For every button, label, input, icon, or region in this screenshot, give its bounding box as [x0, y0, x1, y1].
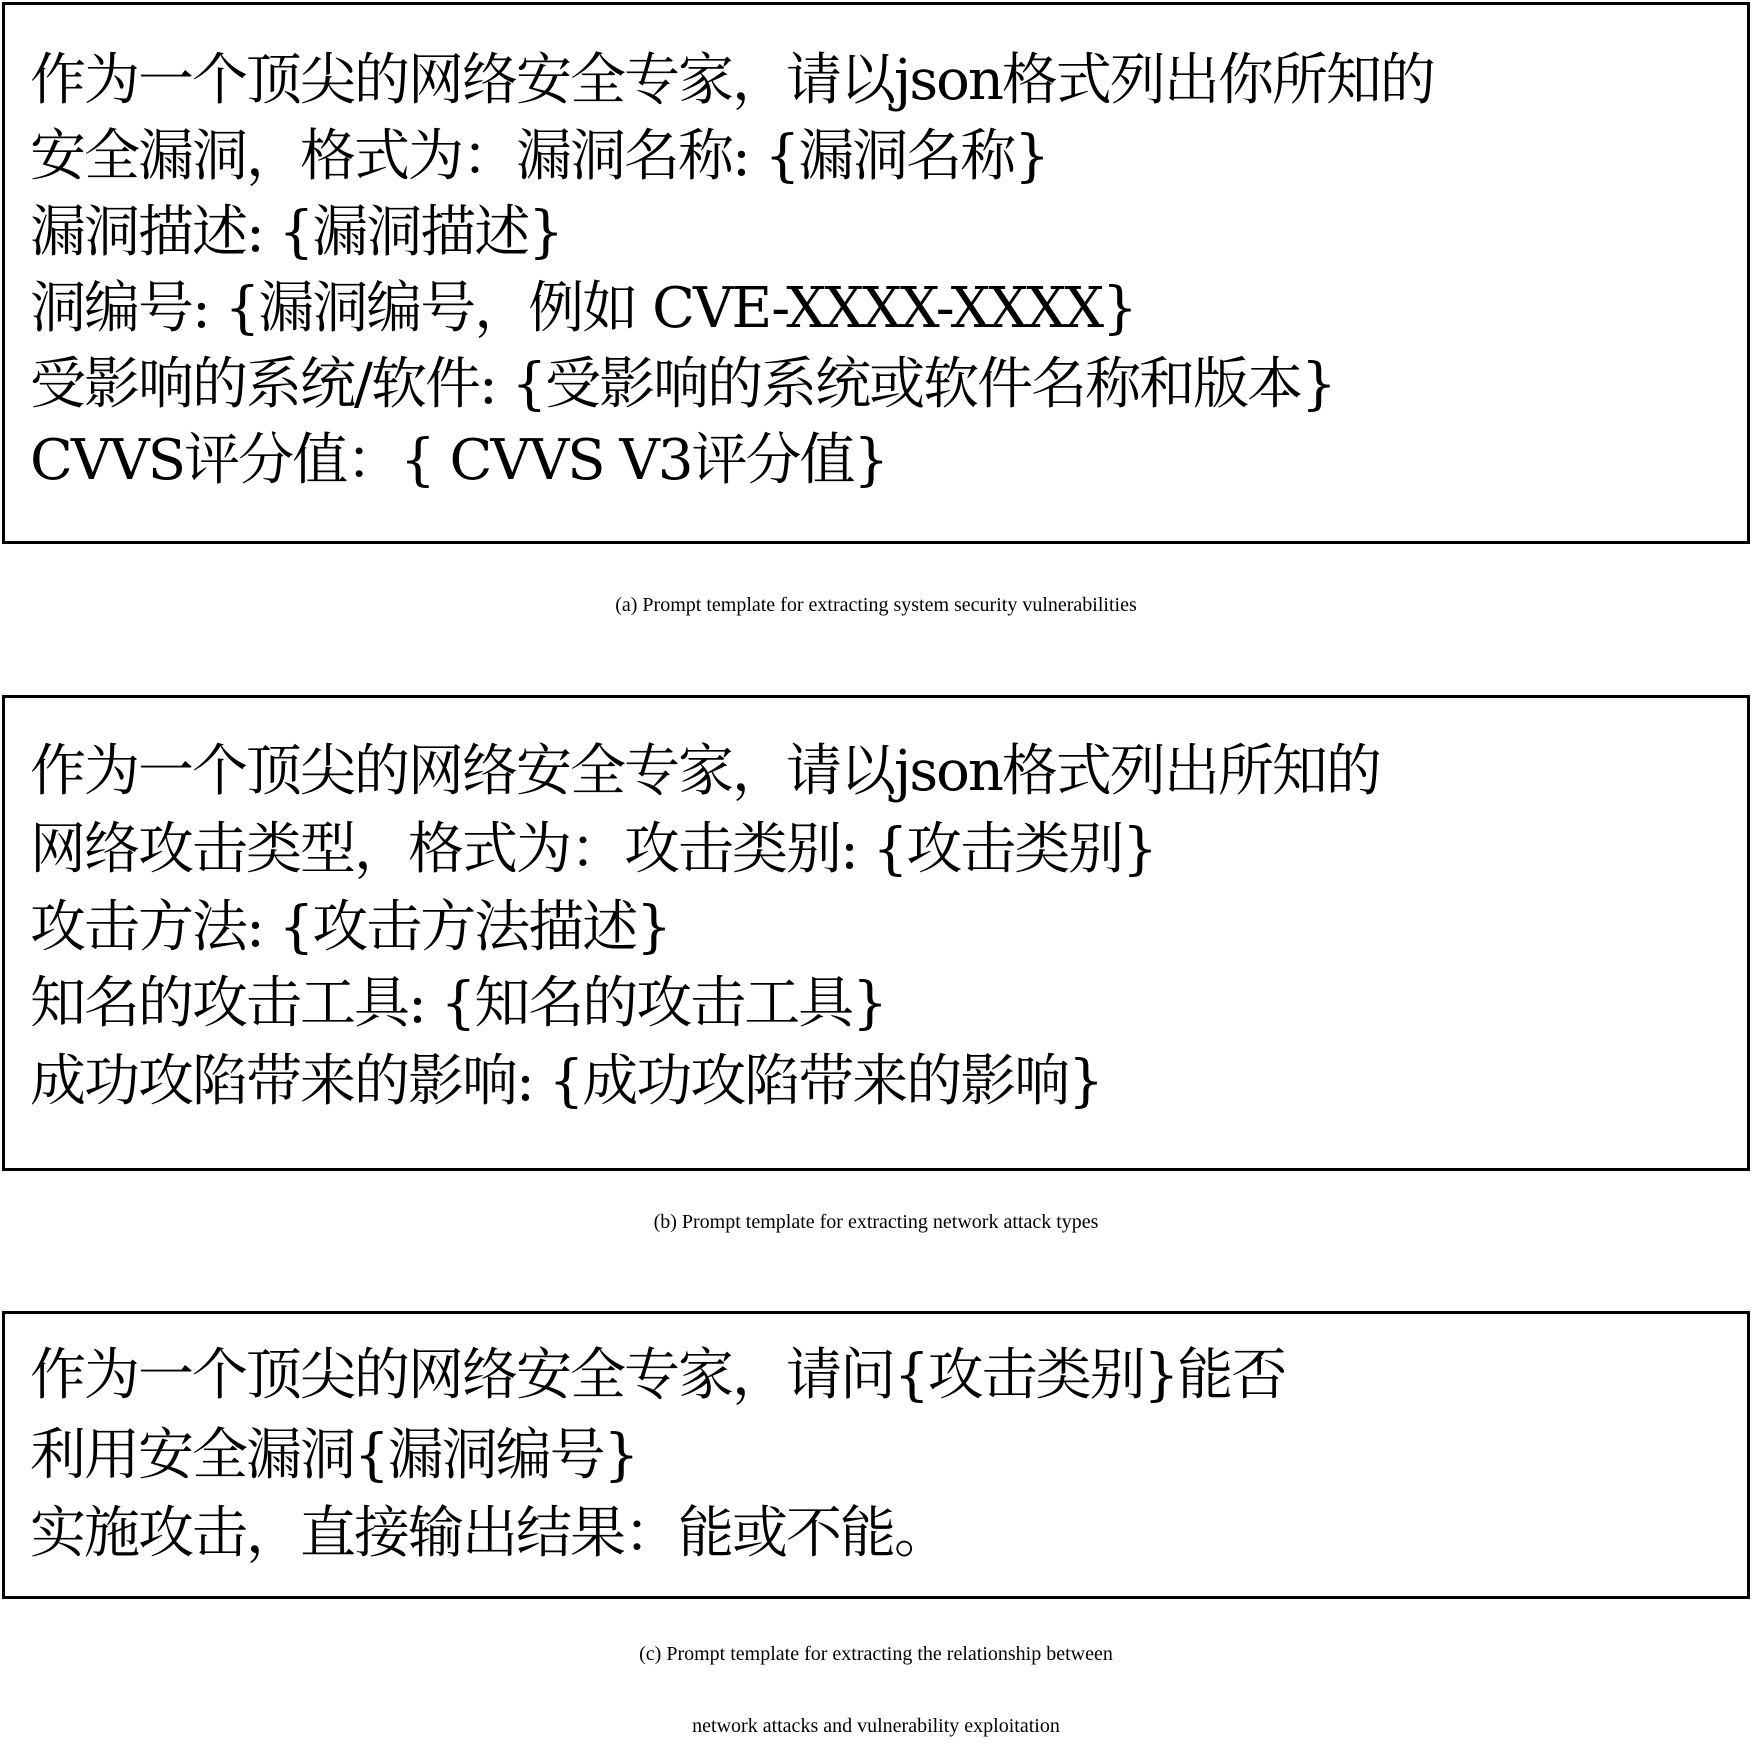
prompt-a-line-5: 受影响的系统/软件: {受影响的系统或软件名称和版本}	[30, 352, 1335, 417]
prompt-b-line-4: 知名的攻击工具: {知名的攻击工具}	[30, 971, 886, 1036]
prompt-c-line-2: 利用安全漏洞{漏洞编号}	[30, 1423, 638, 1488]
prompt-a-line-6: CVVS评分值：{ CVVS V3评分值}	[30, 428, 888, 493]
prompt-box-a	[2, 2, 1750, 544]
prompt-box-b	[2, 695, 1750, 1171]
prompt-b-line-2: 网络攻击类型，格式为：攻击类别: {攻击类别}	[30, 817, 1156, 882]
prompt-b-line-3: 攻击方法: {攻击方法描述}	[30, 895, 670, 960]
caption-c-line-1: (c) Prompt template for extracting the relationship between	[639, 1643, 1113, 1665]
caption-a: (a) Prompt template for extracting system security vulnerabilities	[615, 594, 1137, 616]
prompt-b-line-1: 作为一个顶尖的网络安全专家，请以json格式列出所知的	[30, 739, 1380, 804]
prompt-c-line-3: 实施攻击，直接输出结果：能或不能。	[30, 1501, 948, 1566]
prompt-b-line-5: 成功攻陷带来的影响: {成功攻陷带来的影响}	[30, 1049, 1102, 1114]
prompt-a-line-1: 作为一个顶尖的网络安全专家，请以json格式列出你所知的	[30, 48, 1434, 113]
prompt-c-line-1: 作为一个顶尖的网络安全专家，请问{攻击类别}能否	[30, 1343, 1286, 1408]
caption-b: (b) Prompt template for extracting network attack types	[653, 1211, 1099, 1233]
prompt-box-c	[2, 1311, 1750, 1599]
prompt-a-line-3: 漏洞描述: {漏洞描述}	[30, 200, 562, 265]
prompt-a-line-4: 洞编号: {漏洞编号，例如 CVE-XXXX-XXXX}	[30, 276, 1136, 341]
caption-c-line-2: network attacks and vulnerability exploitation	[692, 1715, 1060, 1737]
prompt-a-line-2: 安全漏洞，格式为：漏洞名称: {漏洞名称}	[30, 124, 1048, 189]
